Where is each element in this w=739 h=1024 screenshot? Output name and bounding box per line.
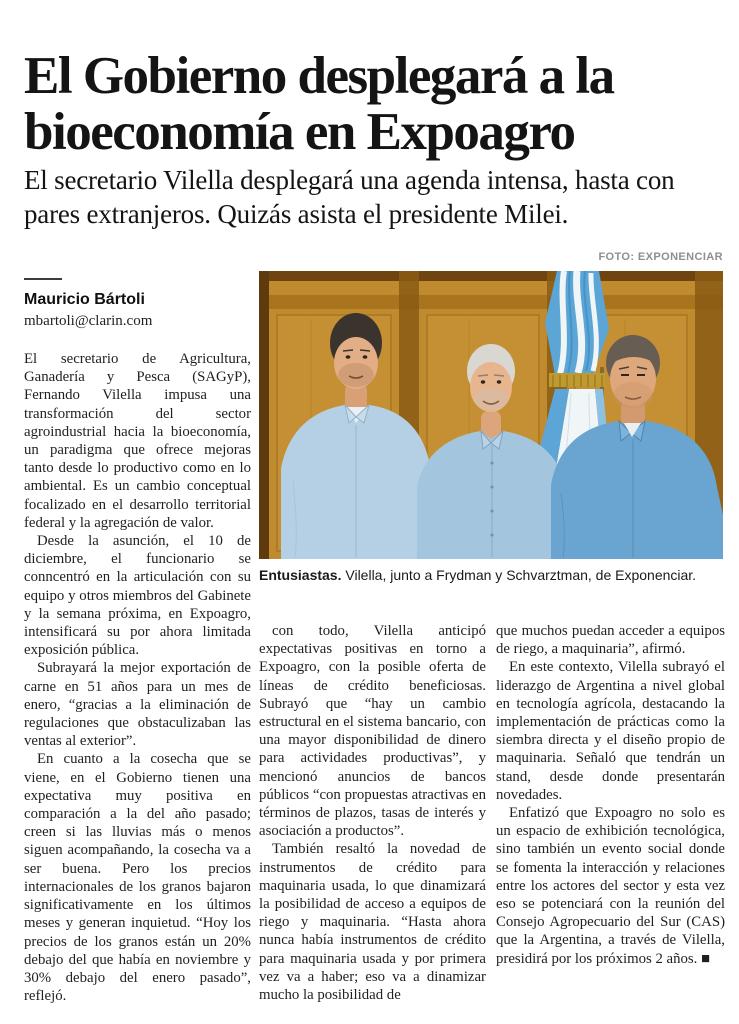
paragraph: En este contexto, Vilella subrayó el liderazgo de Argentina a nivel global en tecnología agrícola, destacando la implementación de prácticas como la siembra directa y el diseño propio de maquinaria. Señaló que tendrán un stand, desde donde presentarán novedades. [496,659,725,803]
author-name: Mauricio Bártoli [24,291,145,308]
paragraph: Desde la asunción, el 10 de diciembre, el funcionario se conncentró en la articulación con su equipo y otros miembros del Gabinete y la semana próxima, en Expoagro, intensificará su por ahora limitada exposición pública. [24,533,251,659]
photo-illustration [259,271,723,559]
page-title: El Gobierno desplegará a la bioeconomía en Expoagro [24,46,614,161]
paragraph: que muchos puedan acceder a equipos de riego, a maquinaria”, afirmó. [496,623,725,658]
paragraph: Enfatizó que Expoagro no solo es un espacio de exhibición tecnológica, sino también un evento social donde se fomenta la interacción y relaciones entre los actores del sector y esta vez eso se potenciará con la reunión del Consejo Agropecuario del Sur (CAS) que la Argentina, a través de Vilella, presidirá por los próximos 2 años. ■ [496,805,725,967]
photo-caption [259,566,729,585]
article-column-3 [496,622,725,1018]
byline-rule [24,278,62,280]
paragraph: En cuanto a la cosecha que se viene, en el Gobierno tienen una expectativa muy positiva en comparación a la del año pasado; creen si las lluvias más o menos siguen acompañando, la cosecha va a ser buena. Pero los precios internacionales de los granos bajaron significativamente en los últimos meses y generan inquietud. “Hoy los precios de los granos están un 20% debajo del que había en noviembre y 30% debajo del enero pasado”, reflejó. [24,751,251,1005]
paragraph: Subrayará la mejor exportación de carne en 51 años para un mes de enero, “gracias a la eliminación de regulaciones que obstaculizaban las ventas al exterior”. [24,660,251,750]
article-column-2 [259,622,486,1018]
subheadline: El secretario Vilella desplegará una agenda intensa, hasta con pares extranjeros. Quizás asista el presidente Milei. [24,165,675,229]
caption-text: Vilella, junto a Frydman y Schvarztman, de Exponenciar. [341,567,697,583]
flag-fringe [549,373,605,387]
author-email: mbartoli@clarin.com [24,313,153,329]
article-column-1 [24,350,251,1016]
paragraph: con todo, Vilella anticipó expectativas positivas en torno a Expoagro, con la posible oferta de líneas de crédito beneficiosas. Subrayó que “hay un cambio estructural en el sistema bancario, con una mayor disponibilidad de dinero para actividades productivas”, y mencionó anuncios de bancos públicos “con propuestas atractivas en términos de plazos, tasas de interés y asociación a productos”. [259,623,486,840]
news-photo [259,271,723,559]
paragraph: También resaltó la novedad de instrumentos de crédito para maquinaria usada, lo que dinamizará la posibilidad de acceso a equipos de riego y maquinaria. “Hasta ahora nunca había instrumentos de crédito para maquinaria usada y por primera vez va a haber; eso va a dinamizar mucho la posibilidad de [259,841,486,1004]
byline [24,278,251,331]
caption-lead: Entusiastas. [259,567,342,583]
photo-credit: FOTO: EXPONENCIAR [598,251,723,263]
paragraph: El secretario de Agricultura, Ganadería y Pesca (SAGyP), Fernando Vilella impusa una transformación del sector agroindustrial hacia la bioeconomía, un paradigma que ofrece mejoras tanto desde lo productivo como en lo ambiental. Es un cambio conceptual focalizado en el desarrollo territorial federal y la agregación de valor. [24,351,251,531]
